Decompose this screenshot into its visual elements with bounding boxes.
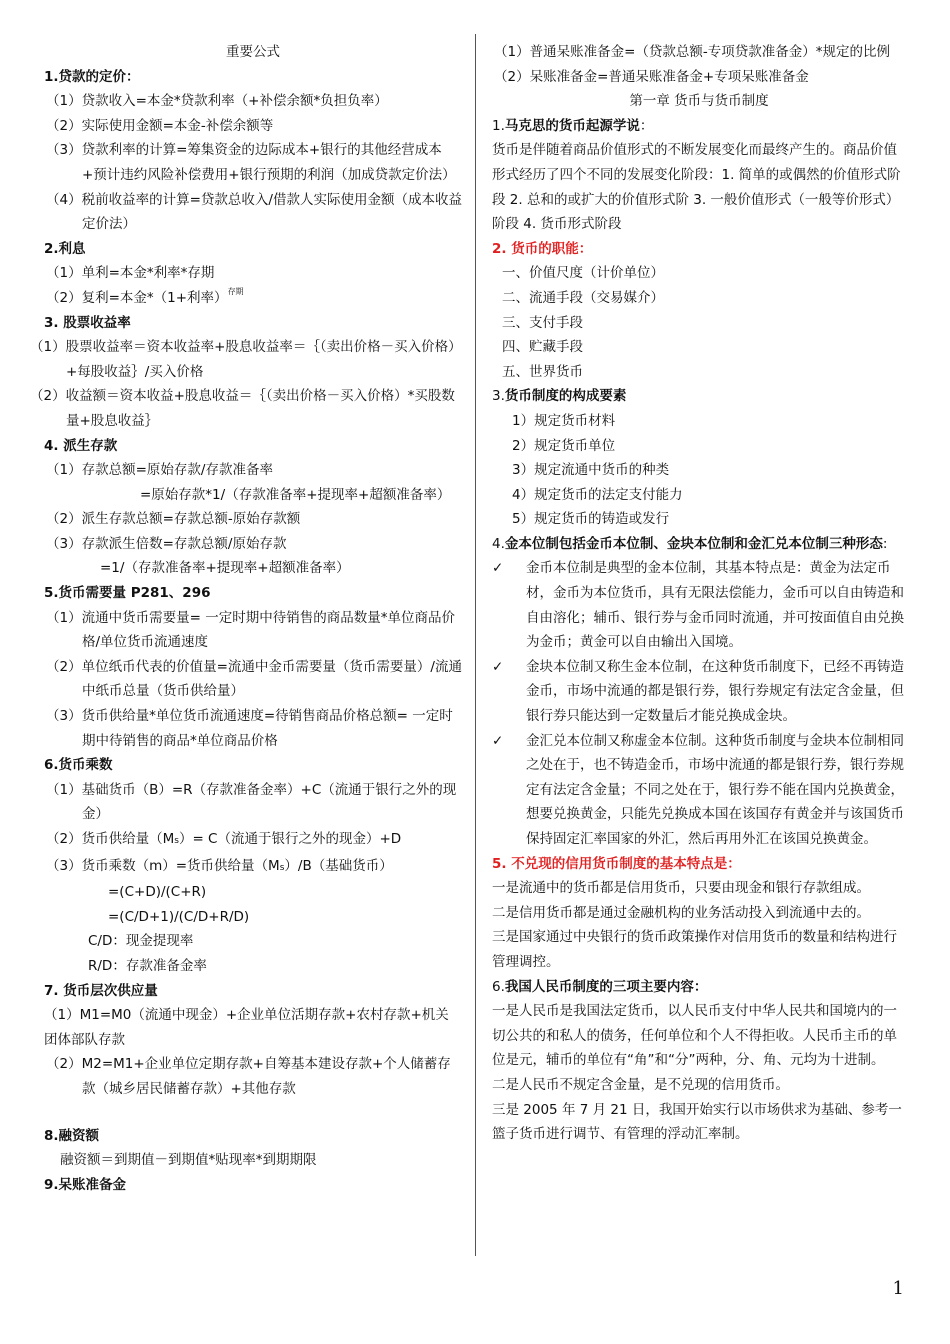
chapter-title: 第一章 货币与货币制度 <box>629 93 769 110</box>
list-item: 1）规定货币材料 <box>512 412 616 429</box>
formula-line: （2）单位纸币代表的价值量=流通中金币需要量（货币需要量）/流通中纸币总量（货币供给量） <box>46 658 462 700</box>
formula-line: （1）贷款收入=本金*贷款利率（+补偿余额*负担负率） <box>46 93 388 110</box>
section-heading-text: 马克思的货币起源学说 <box>504 117 640 134</box>
section-heading-money-functions: 2. 货币的职能： <box>492 240 593 257</box>
formula-line: （3）贷款利率的计算=筹集资金的边际成本+银行的其他经营成本+预计违约风险补偿费用+银行预期的利润（加成贷款定价法） <box>46 142 456 183</box>
section-heading-text: 我国人民币制度的三项主要内容： <box>504 978 708 995</box>
page-number: 1 <box>892 1278 904 1299</box>
formula-text: （3）货币乘数（m）=货币供给量（M <box>46 857 280 874</box>
formula-line: （2）实际使用金额=本金-补偿余额等 <box>46 117 274 134</box>
paragraph: 三是国家通过中央银行的货币政策操作对信用货币的数量和结构进行管理调控。 <box>492 929 897 970</box>
section-heading-monetary-system <box>492 384 906 409</box>
section-heading-rmb-system <box>492 975 906 1000</box>
formula-line: （1）单利=本金*利率*存期 <box>46 265 215 282</box>
section-number: 3. <box>492 388 505 405</box>
formula-line: （4）税前收益率的计算=贷款总收入/借款人实际使用金额（成本收益定价法） <box>46 191 462 233</box>
formula-line: （1）股票收益率＝资本收益率+股息收益率＝｛（卖出价格－买入价格）+每股收益｝/买入价格 <box>30 339 462 380</box>
formula-line: （1）M1=M0（流通中现金）+企业单位活期存款+农村存款+机关团体部队存款 <box>44 1007 449 1048</box>
formula-line: （1）普通呆账准备金=（贷款总额-专项贷款准备金）*规定的比例 <box>494 44 891 60</box>
section-heading-money-multiplier: 6.货币乘数 <box>44 757 113 774</box>
checklist-text: 金币本位制是典型的金本位制，其基本特点是：黄金为法定币材，金币为本位货币，具有无限法偿能力，金币可以自由铸造和自由溶化；辅币、银行券与金币同时流通，并可按面值自由兑换为金币；黄金可以自由输出入国境。 <box>526 560 904 651</box>
right-column <box>492 40 906 1147</box>
section-heading-text: 金本位制包括金币本位制、金块本位制和金汇兑本位制三种形态 <box>504 535 883 552</box>
formula-line: （3）货币供给量*单位货币流通速度=待销售商品价格总额= 一定时期中待销售的商品*单位商品价格 <box>46 708 453 749</box>
checklist-text: 金块本位制又称生金本位制，在这种货币制度下，已经不再铸造金币，市场中流通的都是银行券，银行券规定有法定含金量，但银行券只能达到一定数量后才能兑换成金块。 <box>526 658 904 725</box>
list-item: 五、世界货币 <box>502 363 583 380</box>
section-heading-text: 货币制度的构成要素 <box>504 388 627 405</box>
formula-line <box>44 854 462 881</box>
section-heading-loan-pricing: 1.贷款的定价： <box>44 68 140 85</box>
formula-line <box>44 286 462 311</box>
section-heading-money-demand: 5.货币需要量 P281、296 <box>44 585 211 602</box>
section-heading-fiat-money: 5. 不兑现的信用货币制度的基本特点是： <box>492 855 741 872</box>
heading-colon: ： <box>639 117 654 134</box>
formula-line: （2）呆账准备金=普通呆账准备金+专项呆账准备金 <box>494 68 809 85</box>
list-item: 5）规定货币的铸造或发行 <box>512 511 670 528</box>
paragraph: 一是流通中的货币都是信用货币，只要由现金和银行存款组成。 <box>492 880 870 897</box>
checklist-text: 金汇兑本位制又称虚金本位制。这种货币制度与金块本位制相同之处在于，也不铸造金币，市场中流通的都是银行券，银行券规定有法定含金量；不同之处在于，银行券不能在国内兑换黄金，想要兑换黄金，只能先兑换成本国在该国存有黄金并与该国货币保持固定汇率国家的外汇，然后再用外汇在该国兑换黄金。 <box>526 732 904 847</box>
checkmark-icon: ✓ <box>492 658 504 675</box>
left-column <box>30 40 462 1197</box>
section-heading-money-supply-levels: 7. 货币层次供应量 <box>44 982 158 999</box>
paragraph: 二是人民币不规定含金量，是不兑现的信用货币。 <box>492 1076 789 1093</box>
column-divider <box>475 34 476 1256</box>
section-heading-bad-debt-reserve: 9.呆账准备金 <box>44 1176 127 1193</box>
page-title: 重要公式 <box>226 44 280 60</box>
formula-text: （2）货币供给量（M <box>46 831 175 847</box>
list-item: 2）规定货币单位 <box>512 437 616 454</box>
formula-line: =(C/D+1)/(C/D+R/D) <box>108 908 250 925</box>
formula-line: （3）存款派生倍数=存款总额/原始存款 <box>46 535 287 552</box>
formula-line: （1）存款总额=原始存款/存款准备率 <box>46 462 273 479</box>
list-item: 一、价值尺度（计价单位） <box>502 265 664 282</box>
section-heading-derivative-deposit: 4. 派生存款 <box>44 437 118 454</box>
section-number: 6. <box>492 978 505 995</box>
subscript: s <box>174 836 179 846</box>
paragraph: 三是 2005 年 7 月 21 日，我国开始实行以市场供求为基础、参考一篮子货币进行调节、有管理的浮动汇率制。 <box>492 1101 902 1143</box>
checkmark-icon: ✓ <box>492 560 504 577</box>
formula-line: （2）收益额＝资本收益+股息收益＝｛（卖出价格－买入价格）*买股数量+股息收益｝ <box>30 388 455 429</box>
superscript: 存期 <box>227 286 244 296</box>
checklist-item <box>492 729 906 852</box>
checklist-item <box>492 556 906 654</box>
blank-line <box>44 1102 462 1124</box>
list-item: 三、支付手段 <box>502 314 583 331</box>
paragraph: 货币是伴随着商品价值形式的不断发展变化而最终产生的。商品价值形式经历了四个不同的发展变化阶段：1. 简单的或偶然的价值形式阶段 2. 总和的或扩大的价值形式阶 3. 一般价值形式（一般等价形式）阶段 4. 货币形式阶段 <box>492 142 901 233</box>
formula-line <box>44 827 462 854</box>
list-item: 4）规定货币的法定支付能力 <box>512 486 683 503</box>
section-number: 4. <box>492 535 505 552</box>
formula-text: ）/B（基础货币） <box>284 857 393 874</box>
section-heading-interest: 2.利息 <box>44 240 86 257</box>
section-heading-gold-standard <box>492 532 906 557</box>
checkmark-icon: ✓ <box>492 732 504 749</box>
list-item: 二、流通手段（交易媒介） <box>502 289 664 306</box>
formula-line: C/D：现金提现率 <box>88 933 194 950</box>
list-item: 四、贮藏手段 <box>502 339 583 356</box>
formula-line: =(C+D)/(C+R) <box>108 884 207 901</box>
formula-line: =1/（存款准备率+提现率+超额准备率） <box>100 560 350 577</box>
formula-line: （2）M2=M1+企业单位定期存款+自筹基本建设存款+个人储蓄存款（城乡居民储蓄存款）+其他存款 <box>46 1056 451 1097</box>
formula-line: （2）派生存款总额=存款总额-原始存款额 <box>46 511 301 528</box>
formula-line: =原始存款*1/（存款准备率+提现率+超额准备率） <box>140 486 451 503</box>
paragraph: 一是人民币是我国法定货币，以人民币支付中华人民共和国境内的一切公共的和私人的债务，任何单位和个人不得拒收。人民币主币的单位是元，辅币的单位有“角”和“分”两种，分、角、元均为十进制。 <box>492 1003 897 1069</box>
formula-text: （2）复利=本金*（1+利率） <box>46 289 228 306</box>
section-heading-money-origin <box>492 114 906 139</box>
section-heading-financing: 8.融资额 <box>44 1127 100 1144</box>
formula-line: 融资额＝到期值－到期值*贴现率*到期期限 <box>60 1152 317 1169</box>
formula-line: R/D：存款准备金率 <box>88 957 207 974</box>
list-item: 3）规定流通中货币的种类 <box>512 462 670 479</box>
paragraph: 二是信用货币都是通过金融机构的业务活动投入到流通中去的。 <box>492 904 870 921</box>
subscript: s <box>279 862 285 873</box>
section-heading-stock-yield: 3. 股票收益率 <box>44 314 131 331</box>
section-number: 1. <box>492 117 505 134</box>
formula-line: （1）基础货币（B）=R（存款准备金率）+C（流通于银行之外的现金） <box>46 781 457 823</box>
formula-line: （1）流通中货币需要量= 一定时期中待销售的商品数量*单位商品价格/单位货币流通速度 <box>46 609 455 651</box>
heading-colon: : <box>882 535 888 552</box>
formula-text: ）= C（流通于银行之外的现金）+D <box>178 831 402 847</box>
checklist-item <box>492 655 906 729</box>
